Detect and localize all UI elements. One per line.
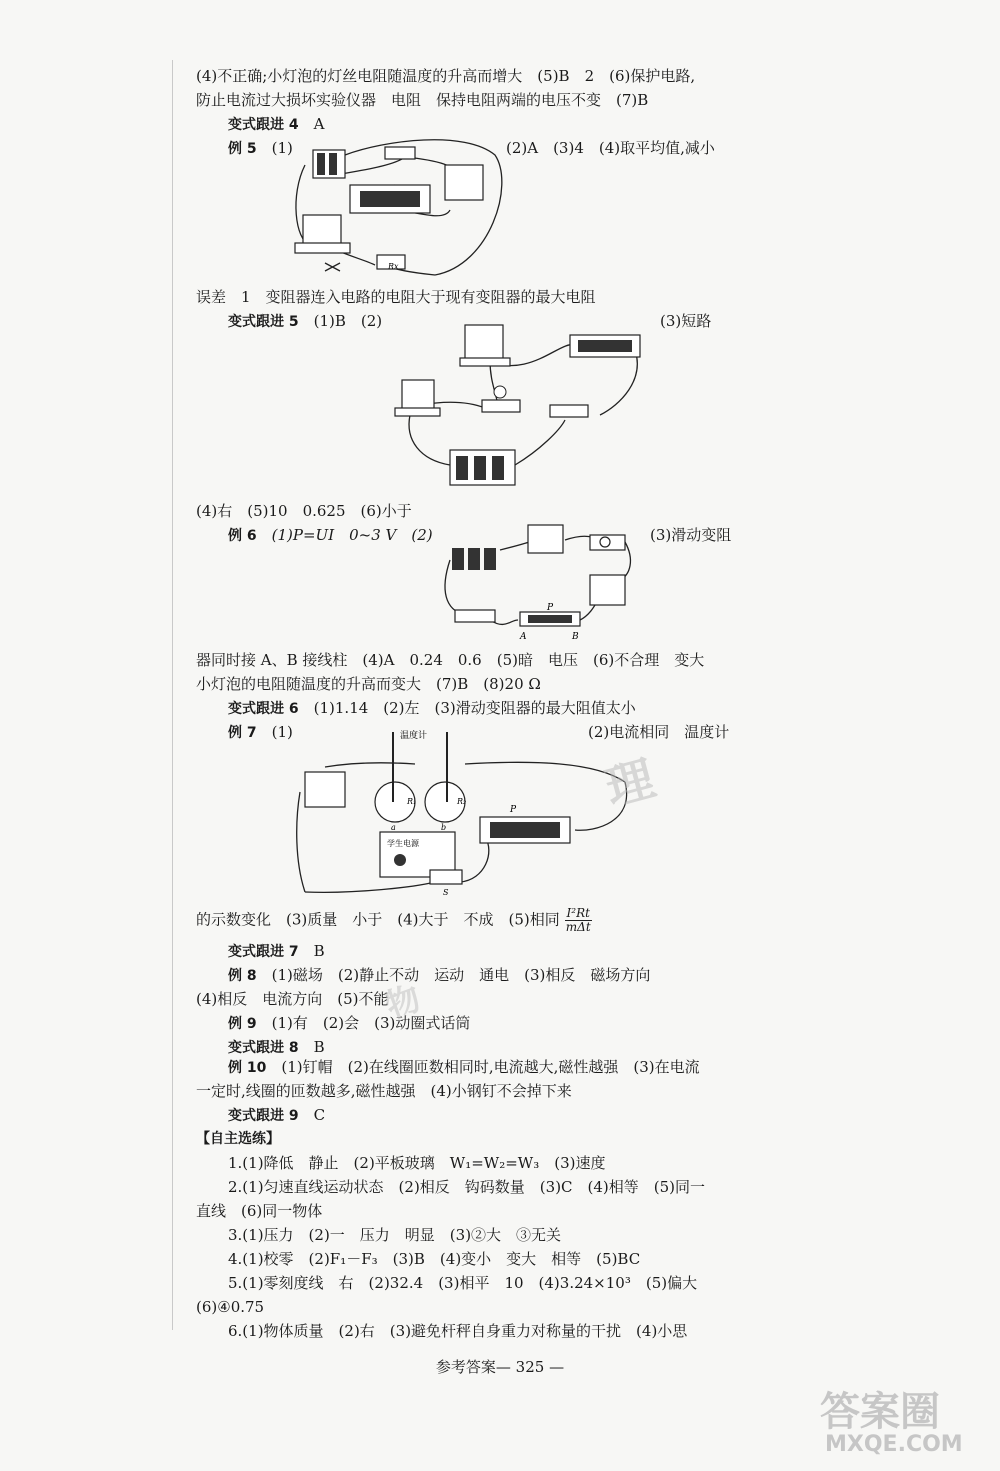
answer: (1)磁场 (2)静止不动 运动 通电 (3)相反 磁场方向: [271, 966, 651, 984]
circuit-figure-4: [295, 722, 655, 897]
answer: (1)有 (2)会 (3)动圈式话筒: [271, 1014, 471, 1032]
slider-p-label: P: [510, 805, 517, 815]
label-example: 例 10: [228, 1060, 267, 1076]
text-line: (3)滑动变阻: [650, 526, 732, 544]
text-line: 1.(1)降低 静止 (2)平板玻璃 W₁=W₂=W₃ (3)速度: [228, 1154, 606, 1172]
text-line: (6)④0.75: [196, 1298, 265, 1316]
answer: (1)B (2): [313, 312, 383, 330]
terminal-a-label: A: [520, 632, 527, 642]
answer: (1)钉帽 (2)在线圈匝数相同时,电流越大,磁性越强 (3)在电流: [281, 1058, 700, 1076]
text-line: 一定时,线圈的匝数越多,磁性越强 (4)小钢钉不会掉下来: [196, 1082, 572, 1100]
text-line: 4.(1)校零 (2)F₁－F₃ (3)B (4)变小 变大 相等 (5)BC: [228, 1250, 641, 1268]
answer: (1)1.14 (2)左 (3)滑动变阻器的最大阻值太小: [313, 699, 636, 717]
flask-a-label: a: [391, 823, 396, 832]
circuit-figure-1: [285, 135, 510, 285]
label-example: 例 9: [228, 1016, 257, 1032]
label-example: 例 6: [228, 528, 257, 544]
label-bianshi: 变式跟进 5: [228, 314, 299, 330]
text-line: 器同时接 A、B 接线柱 (4)A 0.24 0.6 (5)暗 电压 (6)不合理 变大: [196, 651, 705, 669]
fraction-denominator: mΔt: [565, 920, 591, 934]
thermometer-label: 温度计: [400, 731, 428, 741]
label-bianshi: 变式跟进 9: [228, 1108, 299, 1124]
label-example: 例 7: [228, 725, 257, 741]
text-line: (2)电流相同 温度计: [588, 723, 730, 741]
text-line: (4)相反 电流方向 (5)不能: [196, 990, 389, 1008]
label-example: 例 8: [228, 968, 257, 984]
text-line: [196, 907, 592, 934]
text-line: 3.(1)压力 (2)一 压力 明显 (3)②大 ③无关: [228, 1226, 562, 1244]
label-bianshi: 变式跟进 8: [228, 1040, 299, 1056]
text-line: [228, 137, 293, 160]
slider-p-label: P: [547, 603, 554, 613]
watermark-logo: 答案圈: [820, 1389, 940, 1435]
text-line: (3)短路: [660, 312, 712, 330]
switch-s-label: S: [443, 888, 449, 897]
label-bianshi: 变式跟进 4: [228, 117, 299, 133]
flask-b-label: b: [441, 823, 447, 832]
answer: B: [313, 942, 325, 960]
text-line: [228, 1104, 325, 1127]
text-line: 6.(1)物体质量 (2)右 (3)避免杆秤自身重力对称量的干扰 (4)小思: [228, 1322, 688, 1340]
fraction-numerator: I²Rt: [566, 906, 590, 920]
text-line: 小灯泡的电阻随温度的升高而变大 (7)B (8)20 Ω: [196, 675, 541, 693]
text-line: 防止电流过大损坏实验仪器 电阻 保持电阻两端的电压不变 (7)B: [196, 91, 649, 109]
text-line: 2.(1)匀速直线运动状态 (2)相反 钩码数量 (3)C (4)相等 (5)同一: [228, 1178, 706, 1196]
text-line: [228, 524, 433, 547]
section-heading: 【自主选练】: [196, 1131, 280, 1147]
answer: C: [313, 1106, 326, 1124]
circuit-figure-3: [440, 520, 640, 645]
text-line: (4)不正确;小灯泡的灯丝电阻随温度的升高而增大 (5)B 2 (6)保护电路,: [196, 67, 696, 85]
watermark-char: 物: [380, 978, 427, 1028]
text-line: [228, 1012, 470, 1035]
answer: (1): [271, 723, 293, 741]
watermark-site: MXQE.COM: [825, 1432, 963, 1457]
answer: A: [313, 115, 325, 133]
answer: (1): [271, 139, 293, 157]
text-line: 直线 (6)同一物体: [196, 1202, 323, 1220]
circuit-figure-2: [390, 320, 650, 500]
text-line: [228, 721, 293, 744]
text-line: [228, 697, 636, 720]
r2-label: R₂: [457, 797, 467, 806]
text-line: [228, 310, 382, 333]
watermark-char: 理: [599, 750, 661, 818]
text-line: 误差 1 变阻器连入电路的电阻大于现有变阻器的最大电阻: [196, 288, 596, 306]
r1-label: R₁: [407, 797, 417, 806]
text-line: [228, 1056, 700, 1079]
terminal-b-label: B: [572, 632, 579, 642]
margin-rule: [172, 60, 173, 1330]
text-line: 5.(1)零刻度线 右 (2)32.4 (3)相平 10 (4)3.24×10³ (5)偏大: [228, 1274, 698, 1292]
text-line: (2)A (3)4 (4)取平均值,减小: [506, 139, 715, 157]
answer: (1)P=UI 0~3 V (2): [271, 526, 433, 544]
rx-label: Rx: [388, 262, 399, 271]
text-line: [228, 940, 325, 963]
fraction: [565, 907, 592, 934]
text-line: [228, 964, 650, 987]
label-bianshi: 变式跟进 6: [228, 701, 299, 717]
text-line: [228, 113, 324, 136]
page-footer: 参考答案— 325 —: [435, 1358, 565, 1376]
answer: 的示数变化 (3)质量 小于 (4)大于 不成 (5)相同: [196, 910, 560, 929]
label-example: 例 5: [228, 141, 257, 157]
text-line: (4)右 (5)10 0.625 (6)小于: [196, 502, 412, 520]
label-bianshi: 变式跟进 7: [228, 944, 299, 960]
power-supply-label: 学生电源: [387, 839, 419, 848]
answer: B: [313, 1038, 325, 1056]
